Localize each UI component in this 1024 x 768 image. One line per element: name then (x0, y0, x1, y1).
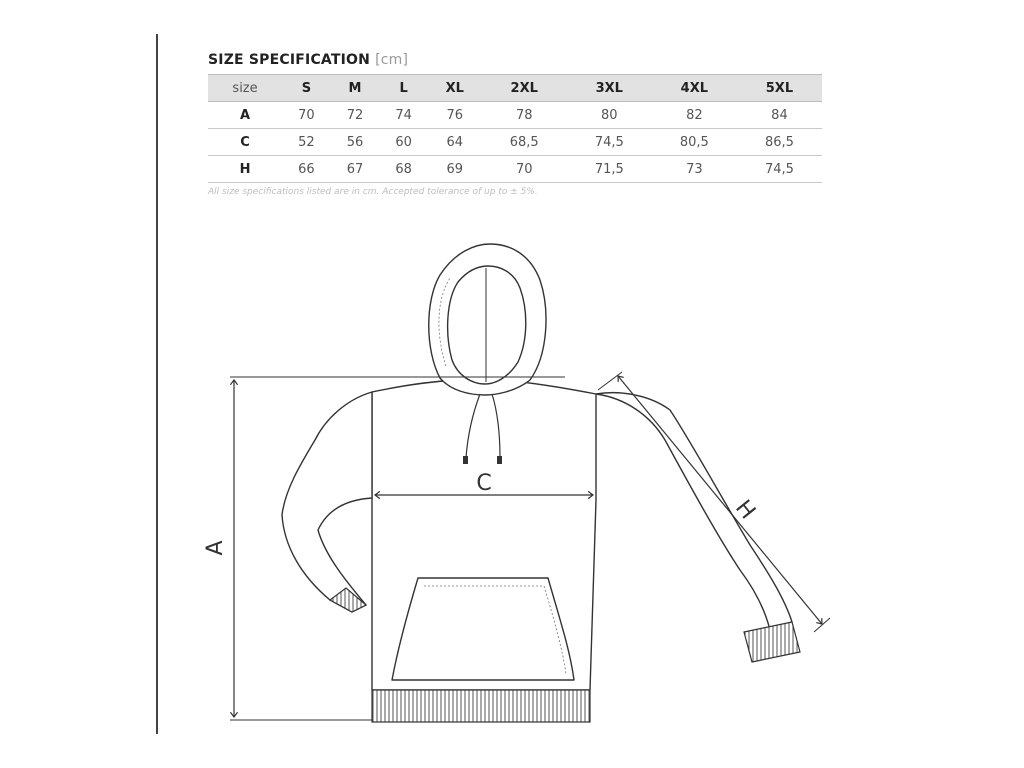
table-cell: 74,5 (567, 129, 652, 156)
table-cell: 80,5 (652, 129, 737, 156)
table-cell: 68,5 (482, 129, 567, 156)
row-label: A (208, 102, 282, 129)
col-header-2xl: 2XL (482, 75, 567, 102)
table-cell: 82 (652, 102, 737, 129)
hoodie-outline (282, 244, 792, 690)
label-a: A (203, 540, 228, 556)
row-label: C (208, 129, 282, 156)
right-cuff (744, 622, 800, 662)
col-header-size: size (208, 75, 282, 102)
col-header-xl: XL (428, 75, 482, 102)
table-cell: 78 (482, 102, 567, 129)
table-cell: 56 (331, 129, 380, 156)
table-cell: 80 (567, 102, 652, 129)
table-cell: 69 (428, 156, 482, 183)
hood-opening (448, 266, 526, 384)
table-cell: 72 (331, 102, 380, 129)
measure-h-tick-top (598, 372, 622, 390)
col-header-l: L (379, 75, 428, 102)
table-cell: 64 (428, 129, 482, 156)
col-header-s: S (282, 75, 331, 102)
measure-h-line (618, 376, 822, 624)
spec-title-text: SIZE SPECIFICATION (208, 52, 371, 68)
table-cell: 70 (282, 102, 331, 129)
table-cell: 74,5 (737, 156, 822, 183)
table-cell: 71,5 (567, 156, 652, 183)
table-cell: 74 (379, 102, 428, 129)
table-cell: 67 (331, 156, 380, 183)
left-sleeve (282, 392, 372, 612)
tolerance-note: All size specifications listed are in cm. Accepted tolerance of up to ± 5%. (208, 187, 538, 197)
table-cell: 76 (428, 102, 482, 129)
col-header-m: M (331, 75, 380, 102)
table-cell: 68 (379, 156, 428, 183)
row-label: H (208, 156, 282, 183)
col-header-4xl: 4XL (652, 75, 737, 102)
table-cell: 70 (482, 156, 567, 183)
measure-h-tick-bottom (814, 618, 830, 632)
table-cell: 60 (379, 129, 428, 156)
table-cell: 52 (282, 129, 331, 156)
table-cell: 84 (737, 102, 822, 129)
table-cell: 66 (282, 156, 331, 183)
drawstring-tip-left (463, 456, 468, 464)
drawstring-tip-right (497, 456, 502, 464)
label-c: C (476, 471, 492, 496)
table-cell: 86,5 (737, 129, 822, 156)
right-sleeve (596, 393, 792, 630)
table-cell: 73 (652, 156, 737, 183)
kangaroo-pocket (392, 578, 574, 680)
label-h: H (730, 495, 760, 525)
waistband (372, 690, 590, 722)
col-header-5xl: 5XL (737, 75, 822, 102)
col-header-3xl: 3XL (567, 75, 652, 102)
spec-unit: [cm] (375, 52, 409, 68)
